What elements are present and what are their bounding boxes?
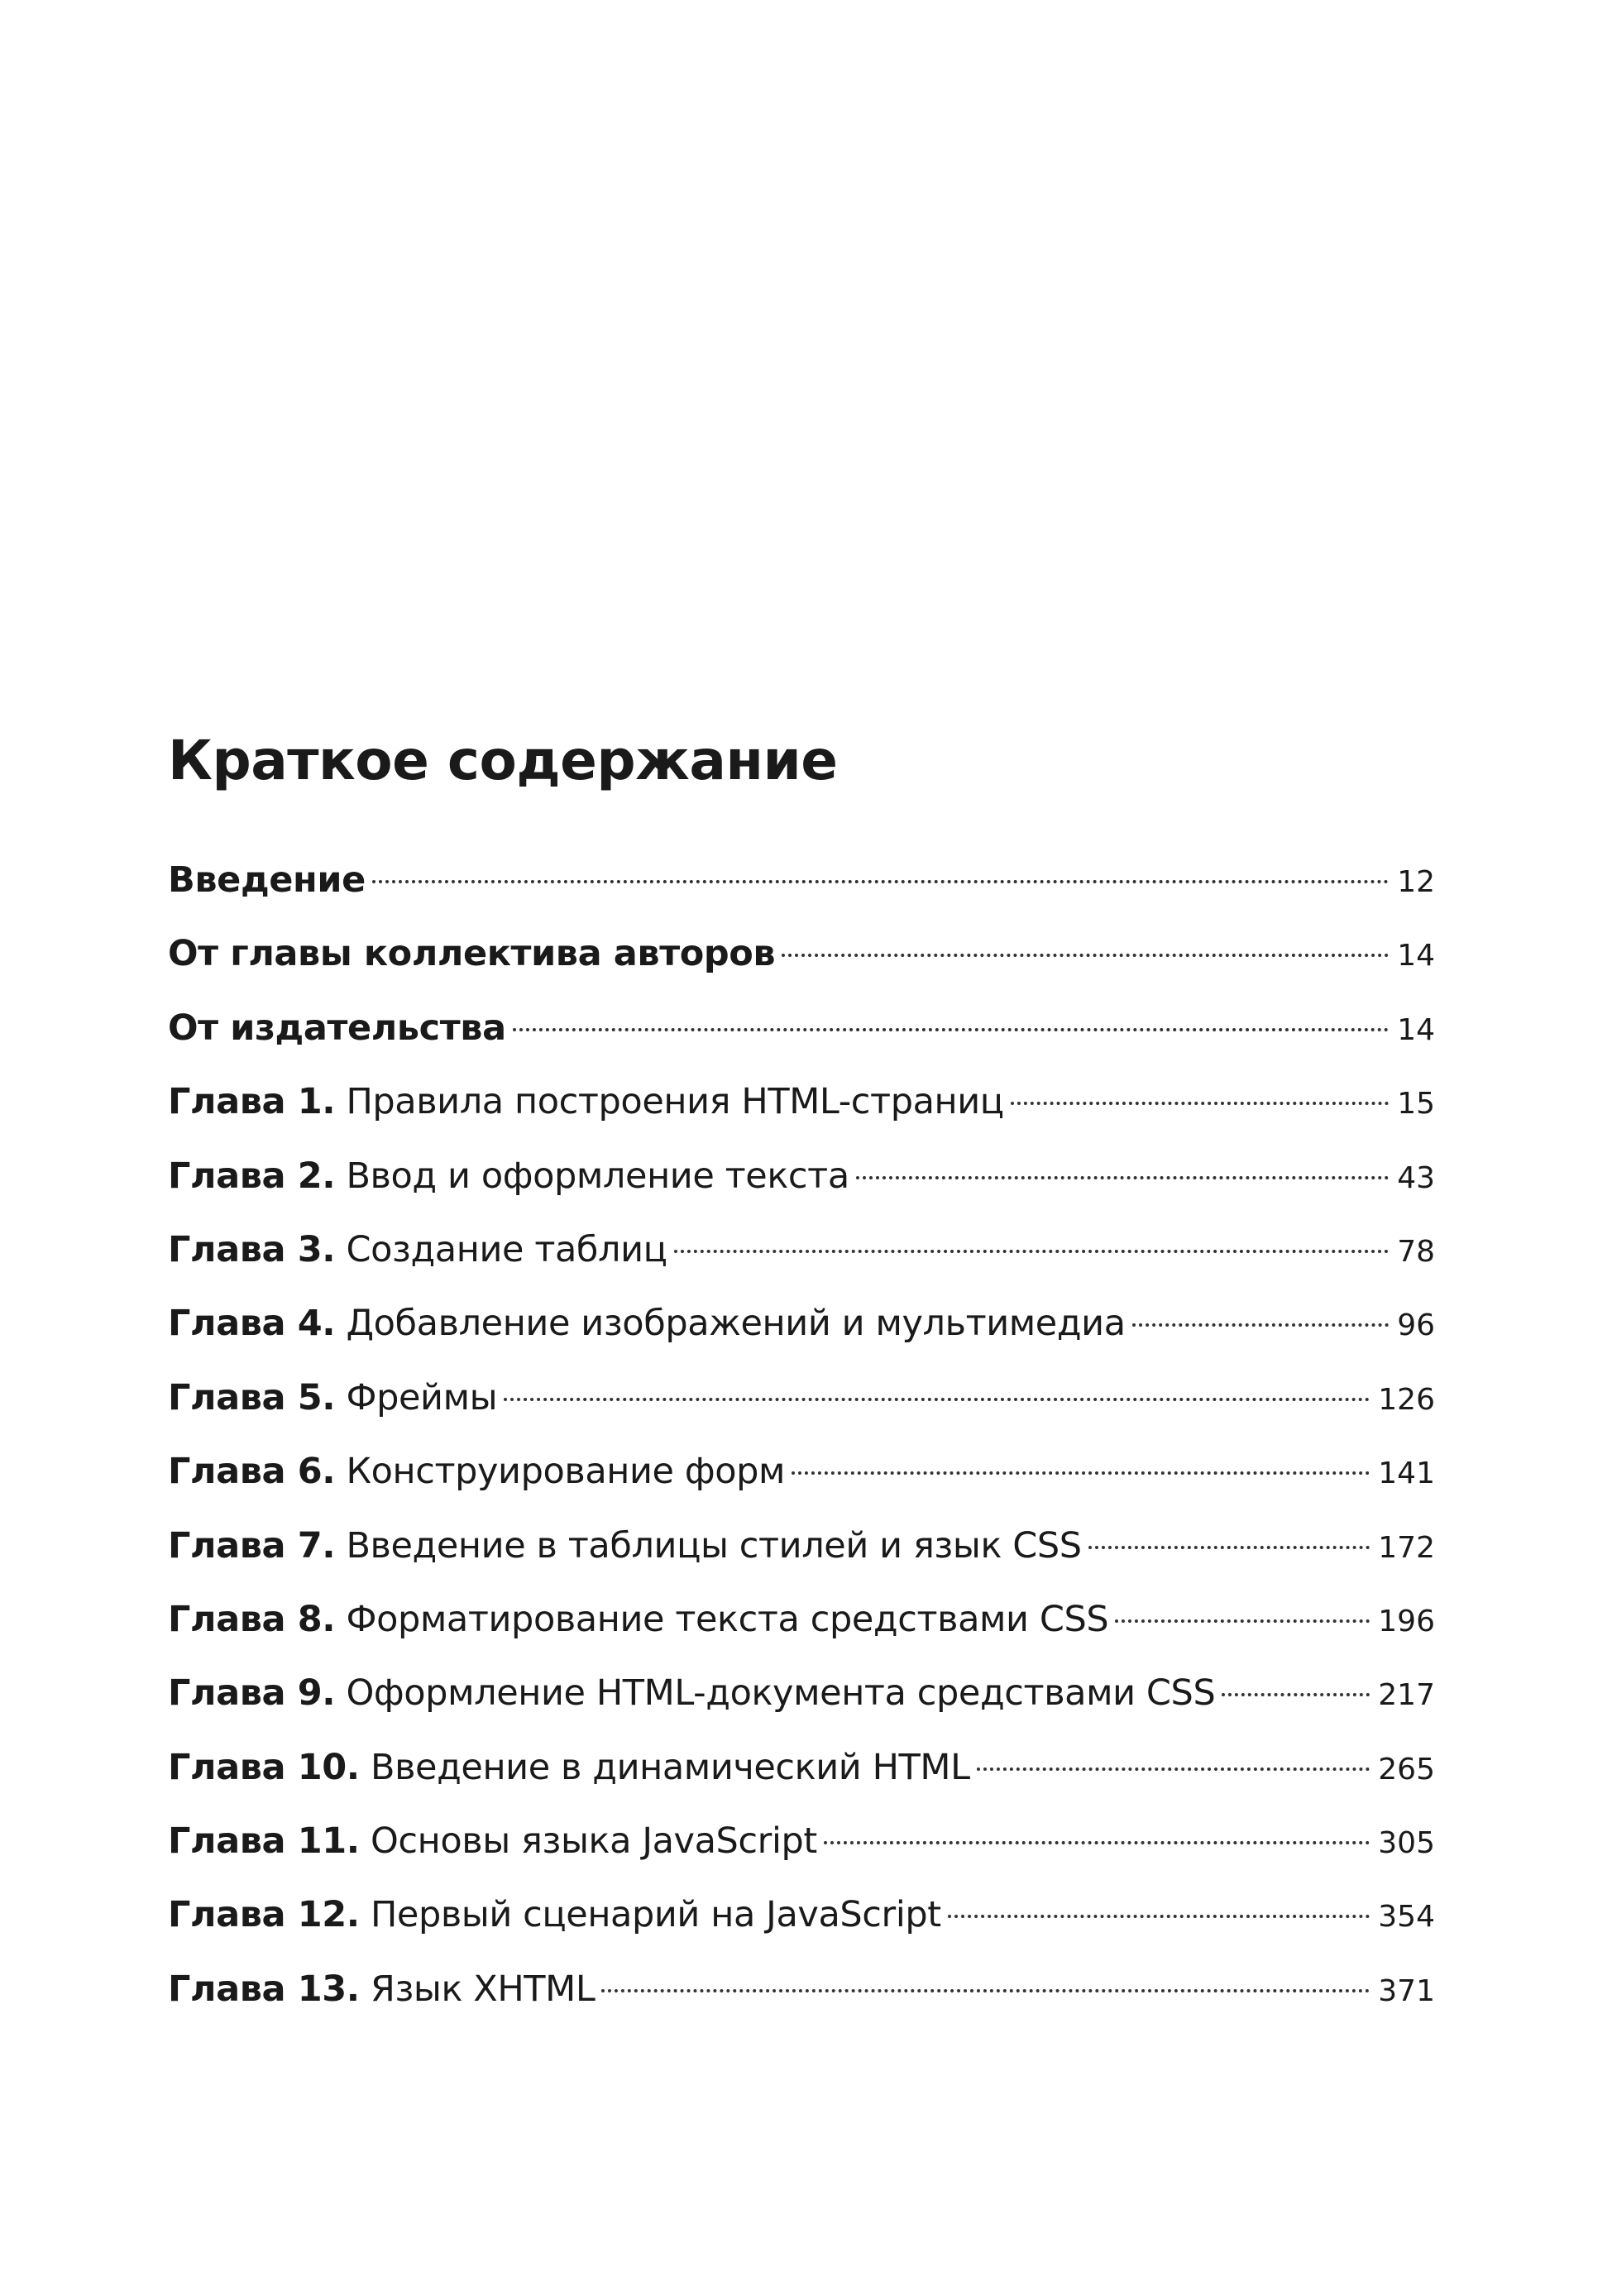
chapter-label: Глава 8. bbox=[168, 1598, 336, 1640]
toc-entry[interactable] bbox=[168, 1583, 1435, 1657]
toc-entry[interactable] bbox=[168, 1140, 1435, 1213]
entry-label: От главы коллектива авторов bbox=[168, 933, 776, 975]
page-number: 15 bbox=[1397, 1087, 1435, 1122]
dot-leader bbox=[1088, 1546, 1370, 1549]
dot-leader bbox=[674, 1250, 1390, 1253]
page-number: 172 bbox=[1378, 1530, 1435, 1565]
toc-entry[interactable] bbox=[168, 1509, 1435, 1583]
chapter-label: Глава 11. bbox=[168, 1820, 360, 1863]
entry-label: Введение bbox=[168, 859, 366, 901]
dot-leader bbox=[792, 1471, 1370, 1475]
page-number: 12 bbox=[1397, 865, 1435, 899]
entry-text bbox=[168, 1509, 1082, 1583]
toc-entry[interactable] bbox=[168, 1878, 1435, 1952]
toc-entry[interactable] bbox=[168, 1657, 1435, 1730]
chapter-label: Глава 1. bbox=[168, 1081, 336, 1123]
entry-text bbox=[168, 1435, 785, 1509]
toc-entry[interactable] bbox=[168, 992, 1435, 1065]
toc-entry[interactable] bbox=[168, 917, 1435, 991]
dot-leader bbox=[856, 1176, 1389, 1179]
chapter-name: Ввод и оформление текста bbox=[346, 1155, 849, 1197]
chapter-label: Глава 7. bbox=[168, 1524, 336, 1567]
dot-leader bbox=[824, 1841, 1370, 1844]
chapter-name: Конструирование форм bbox=[346, 1451, 786, 1493]
entry-text bbox=[168, 1657, 1215, 1730]
dot-leader bbox=[1132, 1323, 1390, 1327]
chapter-label: Глава 9. bbox=[168, 1672, 336, 1715]
page-number: 43 bbox=[1397, 1160, 1435, 1195]
chapter-label: Глава 12. bbox=[168, 1894, 360, 1936]
chapter-name: Введение в таблицы стилей и язык CSS bbox=[346, 1524, 1082, 1567]
chapter-label: Глава 4. bbox=[168, 1303, 336, 1345]
chapter-label: Глава 5. bbox=[168, 1376, 336, 1418]
chapter-label: Глава 3. bbox=[168, 1228, 336, 1270]
page-number: 371 bbox=[1378, 1973, 1435, 2008]
chapter-name: Форматирование текста средствами CSS bbox=[346, 1598, 1109, 1640]
dot-leader bbox=[513, 1028, 1389, 1031]
toc-entry[interactable] bbox=[168, 1435, 1435, 1509]
toc-entry[interactable] bbox=[168, 1805, 1435, 1878]
toc-entry[interactable] bbox=[168, 844, 1435, 917]
page-number: 305 bbox=[1378, 1826, 1435, 1861]
toc-entry[interactable] bbox=[168, 1287, 1435, 1361]
dot-leader bbox=[1115, 1619, 1370, 1623]
entry-text bbox=[168, 1361, 497, 1435]
chapter-label: Глава 2. bbox=[168, 1155, 336, 1197]
entry-text bbox=[168, 1065, 1004, 1139]
page-number: 141 bbox=[1378, 1457, 1435, 1491]
entry-text bbox=[168, 1287, 1126, 1361]
entry-text bbox=[168, 1731, 970, 1805]
toc-entry[interactable] bbox=[168, 1361, 1435, 1435]
page-number: 78 bbox=[1397, 1234, 1435, 1269]
toc-entry[interactable] bbox=[168, 1065, 1435, 1139]
table-of-contents bbox=[168, 844, 1435, 2026]
toc-entry[interactable] bbox=[168, 1731, 1435, 1805]
chapter-name: Первый сценарий на JavaScript bbox=[370, 1894, 941, 1936]
page-number: 354 bbox=[1378, 1900, 1435, 1935]
entry-text bbox=[168, 844, 366, 917]
dot-leader bbox=[601, 1989, 1370, 1992]
toc-entry[interactable] bbox=[168, 1213, 1435, 1287]
dot-leader bbox=[1011, 1102, 1390, 1105]
chapter-name: Добавление изображений и мультимедиа bbox=[346, 1303, 1126, 1345]
chapter-label: Глава 10. bbox=[168, 1746, 360, 1788]
chapter-name: Правила построения HTML-страниц bbox=[346, 1081, 1004, 1123]
dot-leader bbox=[948, 1915, 1370, 1918]
page-number: 217 bbox=[1378, 1678, 1435, 1713]
dot-leader bbox=[372, 880, 1389, 883]
page-number: 265 bbox=[1378, 1752, 1435, 1787]
dot-leader bbox=[977, 1767, 1370, 1771]
page-number: 126 bbox=[1378, 1382, 1435, 1417]
entry-text bbox=[168, 1878, 941, 1952]
entry-text bbox=[168, 992, 506, 1065]
page-number: 196 bbox=[1378, 1604, 1435, 1638]
entry-label: От издательства bbox=[168, 1007, 506, 1049]
page-title: Краткое содержание bbox=[168, 729, 838, 792]
chapter-name: Введение в динамический HTML bbox=[370, 1746, 970, 1788]
entry-text bbox=[168, 1583, 1108, 1657]
entry-text bbox=[168, 1140, 849, 1213]
page-number: 14 bbox=[1397, 939, 1435, 973]
dot-leader bbox=[504, 1398, 1370, 1401]
chapter-name: Фреймы bbox=[346, 1376, 498, 1418]
entry-text bbox=[168, 1213, 667, 1287]
entry-text bbox=[168, 1805, 817, 1878]
toc-entry[interactable] bbox=[168, 1953, 1435, 2026]
page-number: 14 bbox=[1397, 1012, 1435, 1047]
chapter-name: Создание таблиц bbox=[346, 1228, 667, 1270]
chapter-label: Глава 6. bbox=[168, 1451, 336, 1493]
dot-leader bbox=[782, 954, 1389, 957]
entry-text bbox=[168, 1953, 595, 2026]
chapter-name: Язык XHTML bbox=[370, 1968, 596, 2010]
entry-text bbox=[168, 917, 775, 991]
chapter-label: Глава 13. bbox=[168, 1968, 360, 2010]
chapter-name: Оформление HTML-документа средствами CSS bbox=[346, 1672, 1216, 1715]
chapter-name: Основы языка JavaScript bbox=[370, 1820, 817, 1863]
dot-leader bbox=[1222, 1693, 1370, 1696]
page-number: 96 bbox=[1397, 1308, 1435, 1343]
